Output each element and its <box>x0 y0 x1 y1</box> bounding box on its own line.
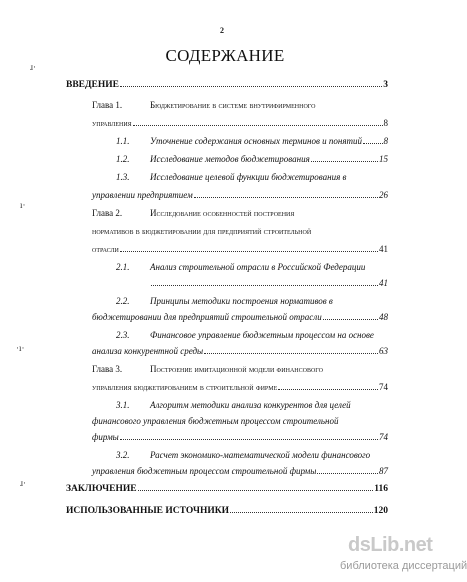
toc-entry-sources[interactable] <box>66 506 388 516</box>
dot-leader <box>120 433 378 440</box>
dot-leader <box>363 137 382 144</box>
dot-leader <box>278 383 378 390</box>
toc-chapter-3-title[interactable]: Построение имитационной модели финансового <box>150 364 323 374</box>
toc-section-2-1-num: 2.1. <box>116 262 130 272</box>
toc-entry-conclusion[interactable] <box>66 484 388 494</box>
dot-leader <box>311 155 378 162</box>
toc-chapter-3-num: Глава 3. <box>92 364 123 374</box>
toc-section-2-2-title[interactable]: Принципы методики построения нормативов в <box>150 296 333 306</box>
scan-mark: ı· <box>20 200 26 210</box>
toc-chapter-2-line2[interactable]: нормативов в бюджетировании для предприятий строительной <box>92 226 312 236</box>
dot-leader <box>151 279 378 286</box>
toc-section-2-3-title[interactable]: Финансовое управление бюджетным процессом на основе <box>150 330 374 340</box>
toc-section-1-3-title[interactable]: Исследование целевой функции бюджетирования в <box>150 172 347 182</box>
toc-chapter-2-num: Глава 2. <box>92 208 123 218</box>
toc-section-3-2-num: 3.2. <box>116 450 130 460</box>
scan-mark: ·ı· <box>16 343 25 353</box>
dot-leader <box>204 347 378 354</box>
toc-intro-page: 3 <box>383 80 388 90</box>
toc-section-2-3-line2[interactable]: анализа конкурентной среды 63 <box>92 346 388 356</box>
toc-chapter-1-line2[interactable]: управления 8 <box>92 118 388 128</box>
toc-entry-intro[interactable] <box>66 80 388 90</box>
toc-section-3-1-line3[interactable]: фирмы 74 <box>92 432 388 442</box>
toc-section-2-3-num: 2.3. <box>116 330 130 340</box>
dot-leader <box>194 191 378 198</box>
toc-section-3-1-line2[interactable]: финансового управления бюджетным процессом строительной <box>92 416 339 426</box>
toc-section-2-1-leader[interactable]: 41 <box>150 278 388 288</box>
watermark-logo: dsLib.net <box>348 534 433 556</box>
toc-chapter-2-line3[interactable]: отрасли 41 <box>92 244 388 254</box>
toc-sources-label: ИСПОЛЬЗОВАННЫЕ ИСТОЧНИКИ <box>66 506 230 516</box>
toc-chapter-1-num: Глава 1. <box>92 100 123 110</box>
toc-section-2-2-num: 2.2. <box>116 296 130 306</box>
toc-section-1-1-num: 1.1. <box>116 136 130 146</box>
toc-section-1-2-num: 1.2. <box>116 154 130 164</box>
dot-leader <box>323 313 378 320</box>
toc-section-1-3-num: 1.3. <box>116 172 130 182</box>
dot-leader <box>317 467 378 474</box>
watermark-subtitle: библиотека диссертаций <box>340 560 467 572</box>
dot-leader <box>120 80 382 87</box>
toc-section-3-2-line2[interactable]: управления бюджетным процессом строительной фирмы 87 <box>92 466 388 476</box>
toc-chapter-1-title[interactable]: Бюджетирование в системе внутрифирменного <box>150 100 316 110</box>
toc-sources-page: 120 <box>373 506 388 516</box>
toc-section-3-2-title[interactable]: Расчет экономико-математической модели финансового <box>150 450 371 460</box>
dot-leader <box>138 484 374 491</box>
toc-section-1-3-line2[interactable]: управлении предприятием 26 <box>92 190 388 200</box>
toc-chapter-2-title[interactable]: Исследование особенностей построения <box>150 208 295 218</box>
toc-intro-label: ВВЕДЕНИЕ <box>66 80 119 90</box>
toc-section-3-1-title[interactable]: Алгоритм методики анализа конкурентов для целей <box>150 400 351 410</box>
toc-conclusion-page: 116 <box>374 484 388 494</box>
toc-title: СОДЕРЖАНИЕ <box>165 46 285 65</box>
toc-section-1-2[interactable]: Исследование методов бюджетирования 15 <box>150 154 388 164</box>
watermark <box>340 534 467 572</box>
scan-mark: ɹ· <box>30 62 36 72</box>
scan-mark: ɹ· <box>20 478 26 488</box>
toc-chapter-3-line2[interactable]: управления бюджетированием в строительной фирме 74 <box>92 382 388 392</box>
dot-leader <box>133 119 383 126</box>
toc-conclusion-label: ЗАКЛЮЧЕНИЕ <box>66 484 137 494</box>
page-number: 2 <box>220 26 224 35</box>
dot-leader <box>120 245 378 252</box>
toc-section-1-1[interactable]: Уточнение содержания основных терминов и понятий 8 <box>150 136 388 146</box>
toc-section-2-1-title[interactable]: Анализ строительной отрасли в Российской Федерации <box>150 262 366 272</box>
toc-section-2-2-line2[interactable]: бюджетировании для предприятий строительной отрасли 48 <box>92 312 388 322</box>
toc-section-3-1-num: 3.1. <box>116 400 130 410</box>
dot-leader <box>230 506 373 513</box>
